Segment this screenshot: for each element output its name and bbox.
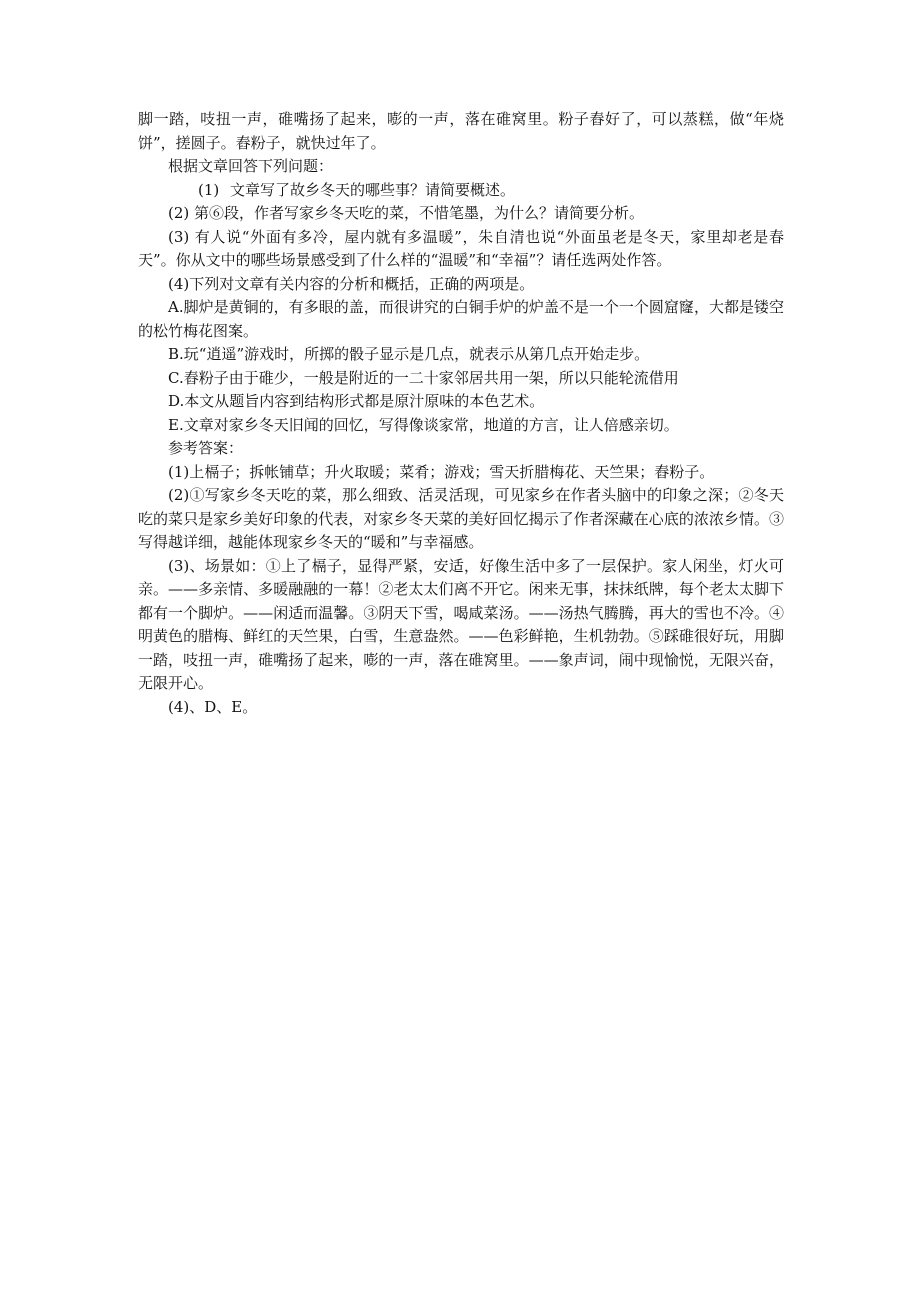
question-1-number: (1) — [198, 180, 220, 199]
option-a: A.脚炉是黄铜的，有多眼的盖，而很讲究的白铜手炉的炉盖不是一个一个圆窟窿，大都是镂空的松竹梅花图案。 — [138, 298, 784, 340]
question-1 — [138, 179, 784, 203]
question-1-text: 文章写了故乡冬天的哪些事？请简要概述。 — [230, 180, 516, 199]
question-3: (3) 有人说“外面有多冷，屋内就有多温暖”，朱自清也说“外面虽老是冬天，家里却老是春天”。你从文中的哪些场景感受到了什么样的“温暖”和“幸福”？请任选两处作答。 — [138, 227, 784, 269]
option-c: C.舂粉子由于碓少，一般是附近的一二十家邻居共用一架，所以只能轮流借用 — [168, 368, 679, 387]
question-4: (4)下列对文章有关内容的分析和概括，正确的两项是。 — [168, 274, 535, 293]
answer-2: (2)①写家乡冬天吃的菜，那么细致、活灵活现，可见家乡在作者头脑中的印象之深；②冬天吃的菜只是家乡美好印象的代表，对家乡冬天菜的美好回忆揭示了作者深藏在心底的浓浓乡情。③写得越详细，越能体现家乡冬天的“暖和”与幸福感。 — [138, 486, 784, 551]
answer-4: (4)、D、E。 — [168, 697, 258, 716]
question-2: (2) 第⑥段，作者写家乡冬天吃的菜，不惜笔墨，为什么？请简要分析。 — [168, 204, 645, 222]
answer-1: (1)上槅子；拆帐铺草；升火取暖；菜肴；游戏；雪天折腊梅花、天竺果；舂粉子。 — [168, 462, 715, 481]
option-b: B.玩“逍遥”游戏时，所掷的骰子显示是几点，就表示从第几点开始走步。 — [168, 345, 650, 363]
option-e: E.文章对家乡冬天旧闻的回忆，写得像谈家常，地道的方言，让人倍感亲切。 — [168, 415, 679, 434]
question-prompt: 根据文章回答下列问题： — [168, 157, 334, 175]
answer-3: (3)、场景如：①上了槅子，显得严紧，安适，好像生活中多了一层保护。家人闲坐，灯火可亲。——多亲情、多暖融融的一幕！②老太太们离不开它。闲来无事，抹抹纸牌，每个老太太脚下都有一个脚炉。——闲适而温馨。③阴天下雪，喝咸菜汤。——汤热气腾腾，再大的雪也不冷。④明黄色的腊梅、鲜红的天竺果，白雪，生意盎然。——色彩鲜艳，生机勃勃。⑤踩碓很好玩，用脚一踏，吱扭一声，碓嘴扬了起来，嘭的一声，落在碓窝里。——象声词，闹中现愉悦，无限兴奋，无限开心。 — [138, 556, 784, 692]
document-page — [138, 108, 784, 719]
option-d: D.本文从题旨内容到结构形式都是原汁原味的本色艺术。 — [168, 392, 545, 410]
answer-heading: 参考答案： — [168, 439, 244, 457]
story-continuation: 脚一踏，吱扭一声，碓嘴扬了起来，嘭的一声，落在碓窝里。粉子舂好了，可以蒸糕，做“年烧饼”，搓圆子。舂粉子，就快过年了。 — [138, 110, 784, 152]
